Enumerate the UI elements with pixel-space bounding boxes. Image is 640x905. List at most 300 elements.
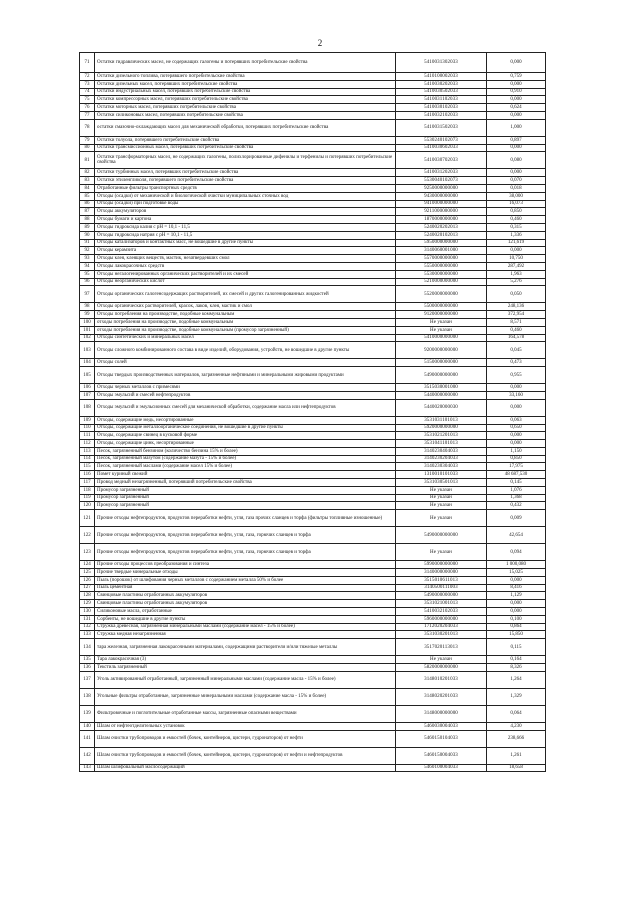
waste-code: 1870000000000 [396,216,487,224]
table-row [80,664,546,672]
waste-amount: 8,326 [487,664,546,672]
waste-table [79,52,546,772]
waste-description: Остатки индустриальных масел, потерявших потребительские свойства [95,88,396,96]
waste-amount: 0,045 [487,342,546,359]
row-number: 125 [80,569,95,577]
table-row [80,262,546,270]
table-row [80,286,546,303]
waste-code: 5570000000000 [396,255,487,263]
row-number: 135 [80,656,95,664]
row-number: 72 [80,73,95,81]
table-row [80,169,546,177]
waste-amount: 0,050 [487,286,546,303]
table-row [80,342,546,359]
waste-amount: 18,658 [487,764,546,772]
waste-description: Стружка медная незагрязненная [95,631,396,639]
waste-amount: 1,261 [487,747,546,764]
row-number: 118 [80,486,95,494]
row-number: 100 [80,318,95,326]
waste-amount: 0,000 [487,432,546,440]
waste-code: 5410032102033 [396,608,487,616]
waste-code: 3140230404033 [396,447,487,455]
table-row [80,576,546,584]
waste-table-body [80,53,546,772]
table-row [80,247,546,255]
waste-description: Остатки турбинных масел, потерявших потребительские свойства [95,169,396,177]
waste-code: 5460030004033 [396,722,487,730]
waste-description: Промусор загрязненный [95,502,396,510]
waste-description: Стружка древесная, загрязненная минеральными маслами (содержание масел - 15% и более) [95,623,396,631]
row-number: 108 [80,399,95,416]
waste-amount: 0,018 [487,184,546,192]
row-number: 117 [80,479,95,487]
row-number: 87 [80,208,95,216]
waste-code: 3517020113013 [396,639,487,656]
waste-amount: 15,025 [487,569,546,577]
waste-code: 5410000000000 [396,334,487,342]
waste-description: Остатки дизельных масел, потерявших потребительские свойства [95,80,396,88]
waste-amount: 0,850 [487,455,546,463]
table-row [80,177,546,185]
row-number: 80 [80,144,95,152]
table-row [80,391,546,399]
waste-description: Остатки гидравлических масел, не содержащих галогены и потерявших потребительские свойства [95,53,396,73]
waste-amount: 0,000 [487,53,546,73]
row-number: 78 [80,119,95,136]
waste-amount: 0,624 [487,104,546,112]
table-row [80,384,546,392]
waste-code: Не указан [396,656,487,664]
waste-amount: 0,000 [487,440,546,448]
waste-amount: 121,619 [487,239,546,247]
waste-description: Отходы негалогенированных органических растворителей и их смесей [95,270,396,278]
waste-code: 5820000000000 [396,664,487,672]
waste-description: Остатки трансмиссионных масел, потерявших потребительские свойства [95,144,396,152]
table-row [80,656,546,664]
waste-code: 3531031101013 [396,416,487,424]
waste-code: 3515030001000 [396,384,487,392]
table-row [80,318,546,326]
waste-description: отходы потребления на производстве, подобные коммунальным (промусор загрязненный) [95,326,396,334]
table-row [80,764,546,772]
row-number: 73 [80,80,95,88]
row-number: 81 [80,152,95,169]
waste-code: 3531030501013 [396,479,487,487]
table-row [80,584,546,592]
table-row [80,631,546,639]
table-row [80,96,546,104]
table-row [80,208,546,216]
waste-code: 5460150004033 [396,747,487,764]
row-number: 142 [80,747,95,764]
waste-code: 5530000000000 [396,270,487,278]
waste-amount: 0,080 [487,152,546,169]
waste-code: 3148010201033 [396,671,487,688]
waste-code: 9120000000000 [396,311,487,319]
waste-description: Шлам очистки трубопроводов и емкостей (бочек, контейнеров, цистерн, гудронаторов) от нефти и нефтепродуктов [95,747,396,764]
waste-description: Отходы потребления на производстве, подобные коммунальным [95,311,396,319]
table-row [80,561,546,569]
waste-amount: 287,492 [487,262,546,270]
row-number: 98 [80,303,95,311]
row-number: 122 [80,527,95,544]
row-number: 107 [80,391,95,399]
waste-description: Шлам очистки трубопроводов и емкостей (бочек, контейнеров, цистерн, гудронаторов) от нефти [95,730,396,747]
waste-description: Песок, загрязненный маслами (содержание масел 15% и более) [95,463,396,471]
waste-description: остатки смазочно-охлаждающих масел для механической обработки, потерявших потребительские свойства [95,119,396,136]
waste-code: Не указан [396,502,487,510]
waste-amount: 1,368 [487,494,546,502]
waste-description: Отходы солей [95,359,396,367]
row-number: 84 [80,184,95,192]
table-row [80,270,546,278]
waste-code: 5410030602033 [396,144,487,152]
row-number: 121 [80,510,95,527]
waste-amount: 1,264 [487,671,546,688]
row-number: 134 [80,639,95,656]
waste-description: Провод медный незагрязненный, потерявший потребительские свойства [95,479,396,487]
row-number: 76 [80,104,95,112]
waste-code: 5410031102033 [396,96,487,104]
waste-code: 5490000000000 [396,592,487,600]
waste-amount: 0,094 [487,544,546,561]
waste-code: 3140500111003 [396,584,487,592]
waste-code: 9211000000000 [396,208,487,216]
waste-amount: 4,230 [487,722,546,730]
waste-amount: 0,850 [487,208,546,216]
row-number: 83 [80,177,95,185]
table-row [80,334,546,342]
row-number: 130 [80,608,95,616]
waste-description: Прочие отходы нефтепродуктов, продуктов переработки нефти, угля, газа прочих сланцев и торфа (фильтры топливные изношенные) [95,510,396,527]
table-row [80,688,546,705]
waste-amount: 0,897 [487,136,546,144]
waste-amount: 0,473 [487,359,546,367]
waste-amount: 0,000 [487,247,546,255]
waste-code: 5460150104033 [396,730,487,747]
table-row [80,53,546,73]
table-row [80,639,546,656]
waste-amount: 8,416 [487,584,546,592]
row-number: 133 [80,631,95,639]
waste-code: 5440020000030 [396,399,487,416]
waste-amount: 0,164 [487,656,546,664]
row-number: 85 [80,192,95,200]
row-number: 104 [80,359,95,367]
waste-description: Отходы гидроксида натрия с pH = 10,1 - 11,5 [95,231,396,239]
waste-code: 3531021201013 [396,432,487,440]
waste-code: 5410031302033 [396,53,487,73]
row-number: 116 [80,471,95,479]
waste-description: Отработанные фильтры транспортных средств [95,184,396,192]
table-row [80,730,546,747]
row-number: 115 [80,463,95,471]
waste-code: 5410030502033 [396,88,487,96]
row-number: 91 [80,239,95,247]
waste-amount: 0,000 [487,608,546,616]
row-number: 103 [80,342,95,359]
waste-amount: 8,571 [487,318,546,326]
waste-code: 9250000000000 [396,184,487,192]
waste-code: 5550000000000 [396,262,487,270]
row-number: 109 [80,416,95,424]
waste-amount: 1,336 [487,231,546,239]
table-row [80,471,546,479]
waste-description: Отходы, содержащие цинк, несортированные [95,440,396,448]
waste-amount: 0,064 [487,705,546,722]
row-number: 110 [80,424,95,432]
waste-description: Отходы гидроксида калия с pH = 10,1 - 11,5 [95,223,396,231]
row-number: 143 [80,764,95,772]
row-number: 95 [80,270,95,278]
waste-code: 3140060001000 [396,247,487,255]
waste-code: 5410032102033 [396,111,487,119]
waste-description: Песок, загрязненный мазутом (содержание мазута - 15% и более) [95,455,396,463]
waste-description: Остатки компрессорных масел, потерявших потребительские свойства [95,96,396,104]
table-row [80,303,546,311]
waste-amount: 15,850 [487,631,546,639]
waste-amount: 0,315 [487,223,546,231]
waste-amount: 0,009 [487,510,546,527]
waste-code: 3148020201033 [396,688,487,705]
table-row [80,671,546,688]
waste-code: 5530240102073 [396,136,487,144]
waste-code: 5990000000000 [396,561,487,569]
waste-amount: 248,136 [487,303,546,311]
row-number: 89 [80,223,95,231]
table-row [80,239,546,247]
table-row [80,216,546,224]
waste-amount: 42,654 [487,527,546,544]
waste-code: Не указан [396,486,487,494]
waste-code: 3515010611013 [396,576,487,584]
waste-description: Прочие отходы нефтепродуктов, продуктов переработки нефти, угля, газа, горючих сланцев и торфа [95,544,396,561]
row-number: 112 [80,440,95,448]
waste-description: Сорбенты, не вошедшие в другие пункты [95,615,396,623]
table-row [80,592,546,600]
waste-amount: 0,955 [487,367,546,384]
table-row [80,192,546,200]
row-number: 131 [80,615,95,623]
waste-code: 5530040102073 [396,177,487,185]
waste-description: Отходы органических галогенсодержащих растворителей, их смесей и других галогенированных жидкостей [95,286,396,303]
table-row [80,544,546,561]
waste-code: 5490000000000 [396,367,487,384]
table-row [80,494,546,502]
waste-amount: 0,864 [487,623,546,631]
waste-code: 5440000000000 [396,391,487,399]
waste-code: 5960000000000 [396,615,487,623]
row-number: 102 [80,334,95,342]
waste-code: 3531041101013 [396,440,487,448]
waste-description: Силиконовые масла, отработанные [95,608,396,616]
row-number: 77 [80,111,95,119]
page-number: 2 [317,38,323,48]
waste-code: 5240020102013 [396,231,487,239]
table-row [80,367,546,384]
table-row [80,722,546,730]
waste-description: Остатки моторных масел, потерявших потребительские свойства [95,104,396,112]
waste-amount: 0,115 [487,639,546,656]
row-number: 74 [80,88,95,96]
waste-description: Остатки трансформаторных масел, не содержащих галогены, полихлорированные дифенилы и терфенилы и потерявших потребительские свойства [95,152,396,169]
waste-code: 3531030201013 [396,631,487,639]
row-number: 106 [80,384,95,392]
waste-amount: 0,000 [487,384,546,392]
waste-amount: 0,000 [487,96,546,104]
table-row [80,432,546,440]
table-row [80,455,546,463]
waste-description: Отходы бумаги и картона [95,216,396,224]
waste-description: Угольные фильтры отработанные, загрязненные минеральными маслами (содержание масла - 15% и более) [95,688,396,705]
waste-code: 9430000000000 [396,192,487,200]
table-row [80,119,546,136]
row-number: 139 [80,705,95,722]
row-number: 79 [80,136,95,144]
waste-amount: 1,329 [487,688,546,705]
table-row [80,447,546,455]
table-row [80,510,546,527]
waste-description: Остатки дизельного топлива, потерявшего потребительские свойства [95,73,396,81]
waste-amount: 0,460 [487,216,546,224]
waste-amount: 0,000 [487,169,546,177]
row-number: 129 [80,600,95,608]
row-number: 123 [80,544,95,561]
row-number: 88 [80,216,95,224]
waste-description: Остатки этиленгликоля, потерявшего потребительские свойства [95,177,396,185]
waste-code: 3140000000000 [396,569,487,577]
waste-code: 5520000000000 [396,286,487,303]
waste-code: 5490000000000 [396,527,487,544]
table-row [80,399,546,416]
row-number: 82 [80,169,95,177]
table-row [80,326,546,334]
waste-code: 5150000000000 [396,359,487,367]
waste-amount: 0,000 [487,600,546,608]
waste-description: Отходы аккумуляторов [95,208,396,216]
waste-description: Отходы керамзита [95,247,396,255]
table-row [80,311,546,319]
waste-description: Пыль цементная [95,584,396,592]
row-number: 136 [80,664,95,672]
row-number: 140 [80,722,95,730]
waste-code: Не указан [396,544,487,561]
waste-amount: 0,759 [487,73,546,81]
waste-amount: 372,954 [487,311,546,319]
waste-code: 3140230304033 [396,463,487,471]
waste-amount: 0,100 [487,615,546,623]
row-number: 93 [80,255,95,263]
waste-description: Шлам шлифовальный маслосодержащий [95,764,396,772]
waste-code: 3148000000000 [396,705,487,722]
waste-description: Отходы катализаторов и контактных масс, не вошедшие в другие пункты [95,239,396,247]
table-row [80,747,546,764]
row-number: 137 [80,671,95,688]
waste-description: Уголь активированный отработанный, загрязненный минеральными маслами (содержание масла - 15% и более) [95,671,396,688]
waste-amount: 0,460 [487,326,546,334]
table-row [80,255,546,263]
row-number: 101 [80,326,95,334]
waste-description: Прочие отходы нефтепродуктов, продуктов переработки нефти, угля, газа, горючих сланцев и торфа [95,527,396,544]
table-row [80,104,546,112]
row-number: 128 [80,592,95,600]
table-row [80,608,546,616]
table-row [80,80,546,88]
waste-amount: 0,145 [487,479,546,487]
row-number: 124 [80,561,95,569]
waste-description: Отходы клея, клеящих веществ, мастик, незатвердевших смол [95,255,396,263]
table-row [80,569,546,577]
waste-amount: 1,963 [487,270,546,278]
waste-amount: 1,129 [487,592,546,600]
row-number: 119 [80,494,95,502]
waste-description: Отходы (осадки) при подготовке воды [95,200,396,208]
row-number: 113 [80,447,95,455]
row-number: 114 [80,455,95,463]
waste-code: 1310010101033 [396,471,487,479]
waste-amount: 0,000 [487,576,546,584]
waste-description: Шлам от нефтеотделительных установок [95,722,396,730]
waste-code: 3531021001013 [396,600,487,608]
table-row [80,152,546,169]
waste-description: отходы потребления на производстве, подобные коммунальным [95,318,396,326]
row-number: 97 [80,286,95,303]
waste-description: Отходы эмульсий и эмульсионных смесей для механической обработки, содержание масла или нефтепродуктов [95,399,396,416]
waste-description: Песок, загрязненный бензином (количество бензина 15% и более) [95,447,396,455]
waste-code: Не указан [396,510,487,527]
row-number: 86 [80,200,95,208]
waste-amount: 1,150 [487,447,546,455]
waste-code: 3140230204033 [396,455,487,463]
waste-description: Фильтровочные и поглотительные отработанные массы, загрязненные опасными веществами [95,705,396,722]
waste-amount: 0,070 [487,177,546,185]
waste-amount: 1,076 [487,486,546,494]
table-row [80,359,546,367]
waste-description: Отходы твердых производственных материалов, загрязненные нефтяными и минеральными жировыми продуктами [95,367,396,384]
table-row [80,73,546,81]
waste-code: 1712020204033 [396,623,487,631]
waste-code: 9200000000000 [396,342,487,359]
row-number: 141 [80,730,95,747]
table-row [80,623,546,631]
waste-description: Отходы неорганических кислот [95,278,396,286]
waste-description: Пыль (порошок) от шлифования черных металлов с содержанием металла 50% и более [95,576,396,584]
waste-description: Тара лакокрасочная (3) [95,656,396,664]
waste-description: тара железная, загрязненная лакокрасочными материалами, содержащими растворители и/или тяжелые металлы [95,639,396,656]
row-number: 92 [80,247,95,255]
waste-code: Не указан [396,494,487,502]
waste-amount: 48 687,530 [487,471,546,479]
row-number: 96 [80,278,95,286]
table-row [80,200,546,208]
waste-amount: 1,000 [487,119,546,136]
waste-description: Промусор загрязненный [95,486,396,494]
row-number: 105 [80,367,95,384]
waste-amount: 10,750 [487,255,546,263]
table-row [80,424,546,432]
row-number: 126 [80,576,95,584]
waste-code: Не указан [396,318,487,326]
waste-code: 5500000000000 [396,303,487,311]
waste-amount: 16,073 [487,200,546,208]
waste-amount: 0,000 [487,111,546,119]
waste-amount: 0,432 [487,502,546,510]
table-row [80,231,546,239]
row-number: 132 [80,623,95,631]
table-row [80,463,546,471]
waste-description: Отходы сложного комбинированного состава в виде изделий, оборудования, устройств, не вошедшие в другие пункты [95,342,396,359]
waste-amount: 17,975 [487,463,546,471]
